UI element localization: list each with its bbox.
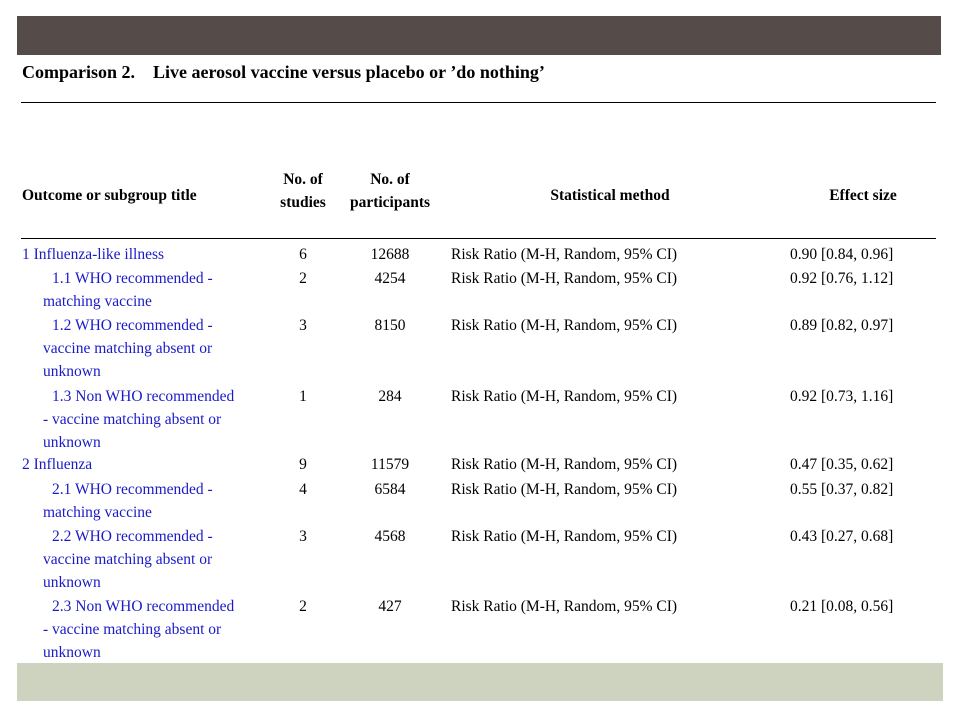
participants-cell: 284 (378, 388, 402, 405)
effect-cell: 0.21 [0.08, 0.56] (790, 598, 894, 615)
method-cell: Risk Ratio (M-H, Random, 95% CI) (451, 456, 678, 473)
title-divider (21, 102, 936, 103)
participants-cell: 4254 (374, 270, 406, 287)
outcome-title-line: 1 Influenza-like illness (22, 246, 165, 263)
outcome-title-line: 1.2 WHO recommended - (52, 317, 213, 334)
studies-cell: 2 (299, 270, 307, 287)
participants-cell: 6584 (374, 481, 406, 498)
outcome-title-link[interactable] (43, 478, 213, 524)
outcome-title-line: unknown (43, 574, 101, 591)
outcome-title-line: 2.1 WHO recommended - (52, 481, 213, 498)
comparison-title (22, 62, 545, 83)
method-cell: Risk Ratio (M-H, Random, 95% CI) (451, 598, 678, 615)
participants-cell: 427 (378, 598, 402, 615)
outcome-title-line: unknown (43, 363, 101, 380)
studies-cell: 3 (299, 528, 307, 545)
studies-cell: 2 (299, 598, 307, 615)
bottom-banner-bar (17, 663, 943, 701)
header-studies (268, 168, 338, 214)
top-banner-bar (17, 16, 941, 55)
outcome-title-line: unknown (43, 644, 101, 661)
outcome-title-line: matching vaccine (43, 293, 152, 310)
comparison-number: Comparison 2. (22, 62, 136, 82)
outcome-title-link[interactable] (22, 243, 164, 266)
outcome-title-line: 2.3 Non WHO recommended (52, 598, 235, 615)
method-cell: Risk Ratio (M-H, Random, 95% CI) (451, 270, 678, 287)
method-cell: Risk Ratio (M-H, Random, 95% CI) (451, 317, 678, 334)
participants-cell: 12688 (370, 246, 410, 263)
header-outcome: Outcome or subgroup title (22, 187, 197, 204)
method-cell: Risk Ratio (M-H, Random, 95% CI) (451, 388, 678, 405)
header-effect: Effect size (829, 187, 897, 204)
comparison-description: Live aerosol vaccine versus placebo or ’do nothing’ (153, 62, 545, 82)
header-studies-line2: studies (280, 194, 326, 211)
outcome-title-link[interactable] (43, 385, 234, 454)
outcome-title-link[interactable] (43, 314, 213, 383)
outcome-title-line: 2 Influenza (22, 456, 93, 473)
studies-cell: 6 (299, 246, 307, 263)
outcome-title-line: - vaccine matching absent or (43, 411, 222, 428)
outcome-title-line: vaccine matching absent or (43, 551, 213, 568)
effect-cell: 0.90 [0.84, 0.96] (790, 246, 894, 263)
outcome-title-line: 1.3 Non WHO recommended (52, 388, 235, 405)
studies-cell: 3 (299, 317, 307, 334)
method-cell: Risk Ratio (M-H, Random, 95% CI) (451, 528, 678, 545)
header-divider (21, 238, 936, 239)
outcome-title-link[interactable] (22, 453, 92, 476)
header-method: Statistical method (550, 187, 670, 204)
participants-cell: 4568 (374, 528, 406, 545)
header-participants-line1: No. of (370, 171, 410, 188)
outcome-title-link[interactable] (43, 267, 213, 313)
participants-cell: 8150 (374, 317, 406, 334)
method-cell: Risk Ratio (M-H, Random, 95% CI) (451, 246, 678, 263)
outcome-title-line: matching vaccine (43, 504, 152, 521)
outcome-title-link[interactable] (43, 525, 213, 594)
header-studies-line1: No. of (283, 171, 323, 188)
participants-cell: 11579 (370, 456, 410, 473)
outcome-title-link[interactable] (43, 595, 234, 664)
method-cell: Risk Ratio (M-H, Random, 95% CI) (451, 481, 678, 498)
effect-cell: 0.92 [0.73, 1.16] (790, 388, 894, 405)
effect-cell: 0.55 [0.37, 0.82] (790, 481, 894, 498)
outcome-title-line: 2.2 WHO recommended - (52, 528, 213, 545)
studies-cell: 1 (299, 388, 307, 405)
studies-cell: 9 (299, 456, 307, 473)
effect-cell: 0.89 [0.82, 0.97] (790, 317, 894, 334)
effect-cell: 0.47 [0.35, 0.62] (790, 456, 894, 473)
studies-cell: 4 (299, 481, 307, 498)
header-participants (340, 168, 440, 214)
effect-cell: 0.92 [0.76, 1.12] (790, 270, 894, 287)
effect-cell: 0.43 [0.27, 0.68] (790, 528, 894, 545)
outcome-title-line: vaccine matching absent or (43, 340, 213, 357)
outcome-title-line: 1.1 WHO recommended - (52, 270, 213, 287)
header-participants-line2: participants (349, 194, 431, 211)
outcome-title-line: unknown (43, 434, 101, 451)
outcome-title-line: - vaccine matching absent or (43, 621, 222, 638)
